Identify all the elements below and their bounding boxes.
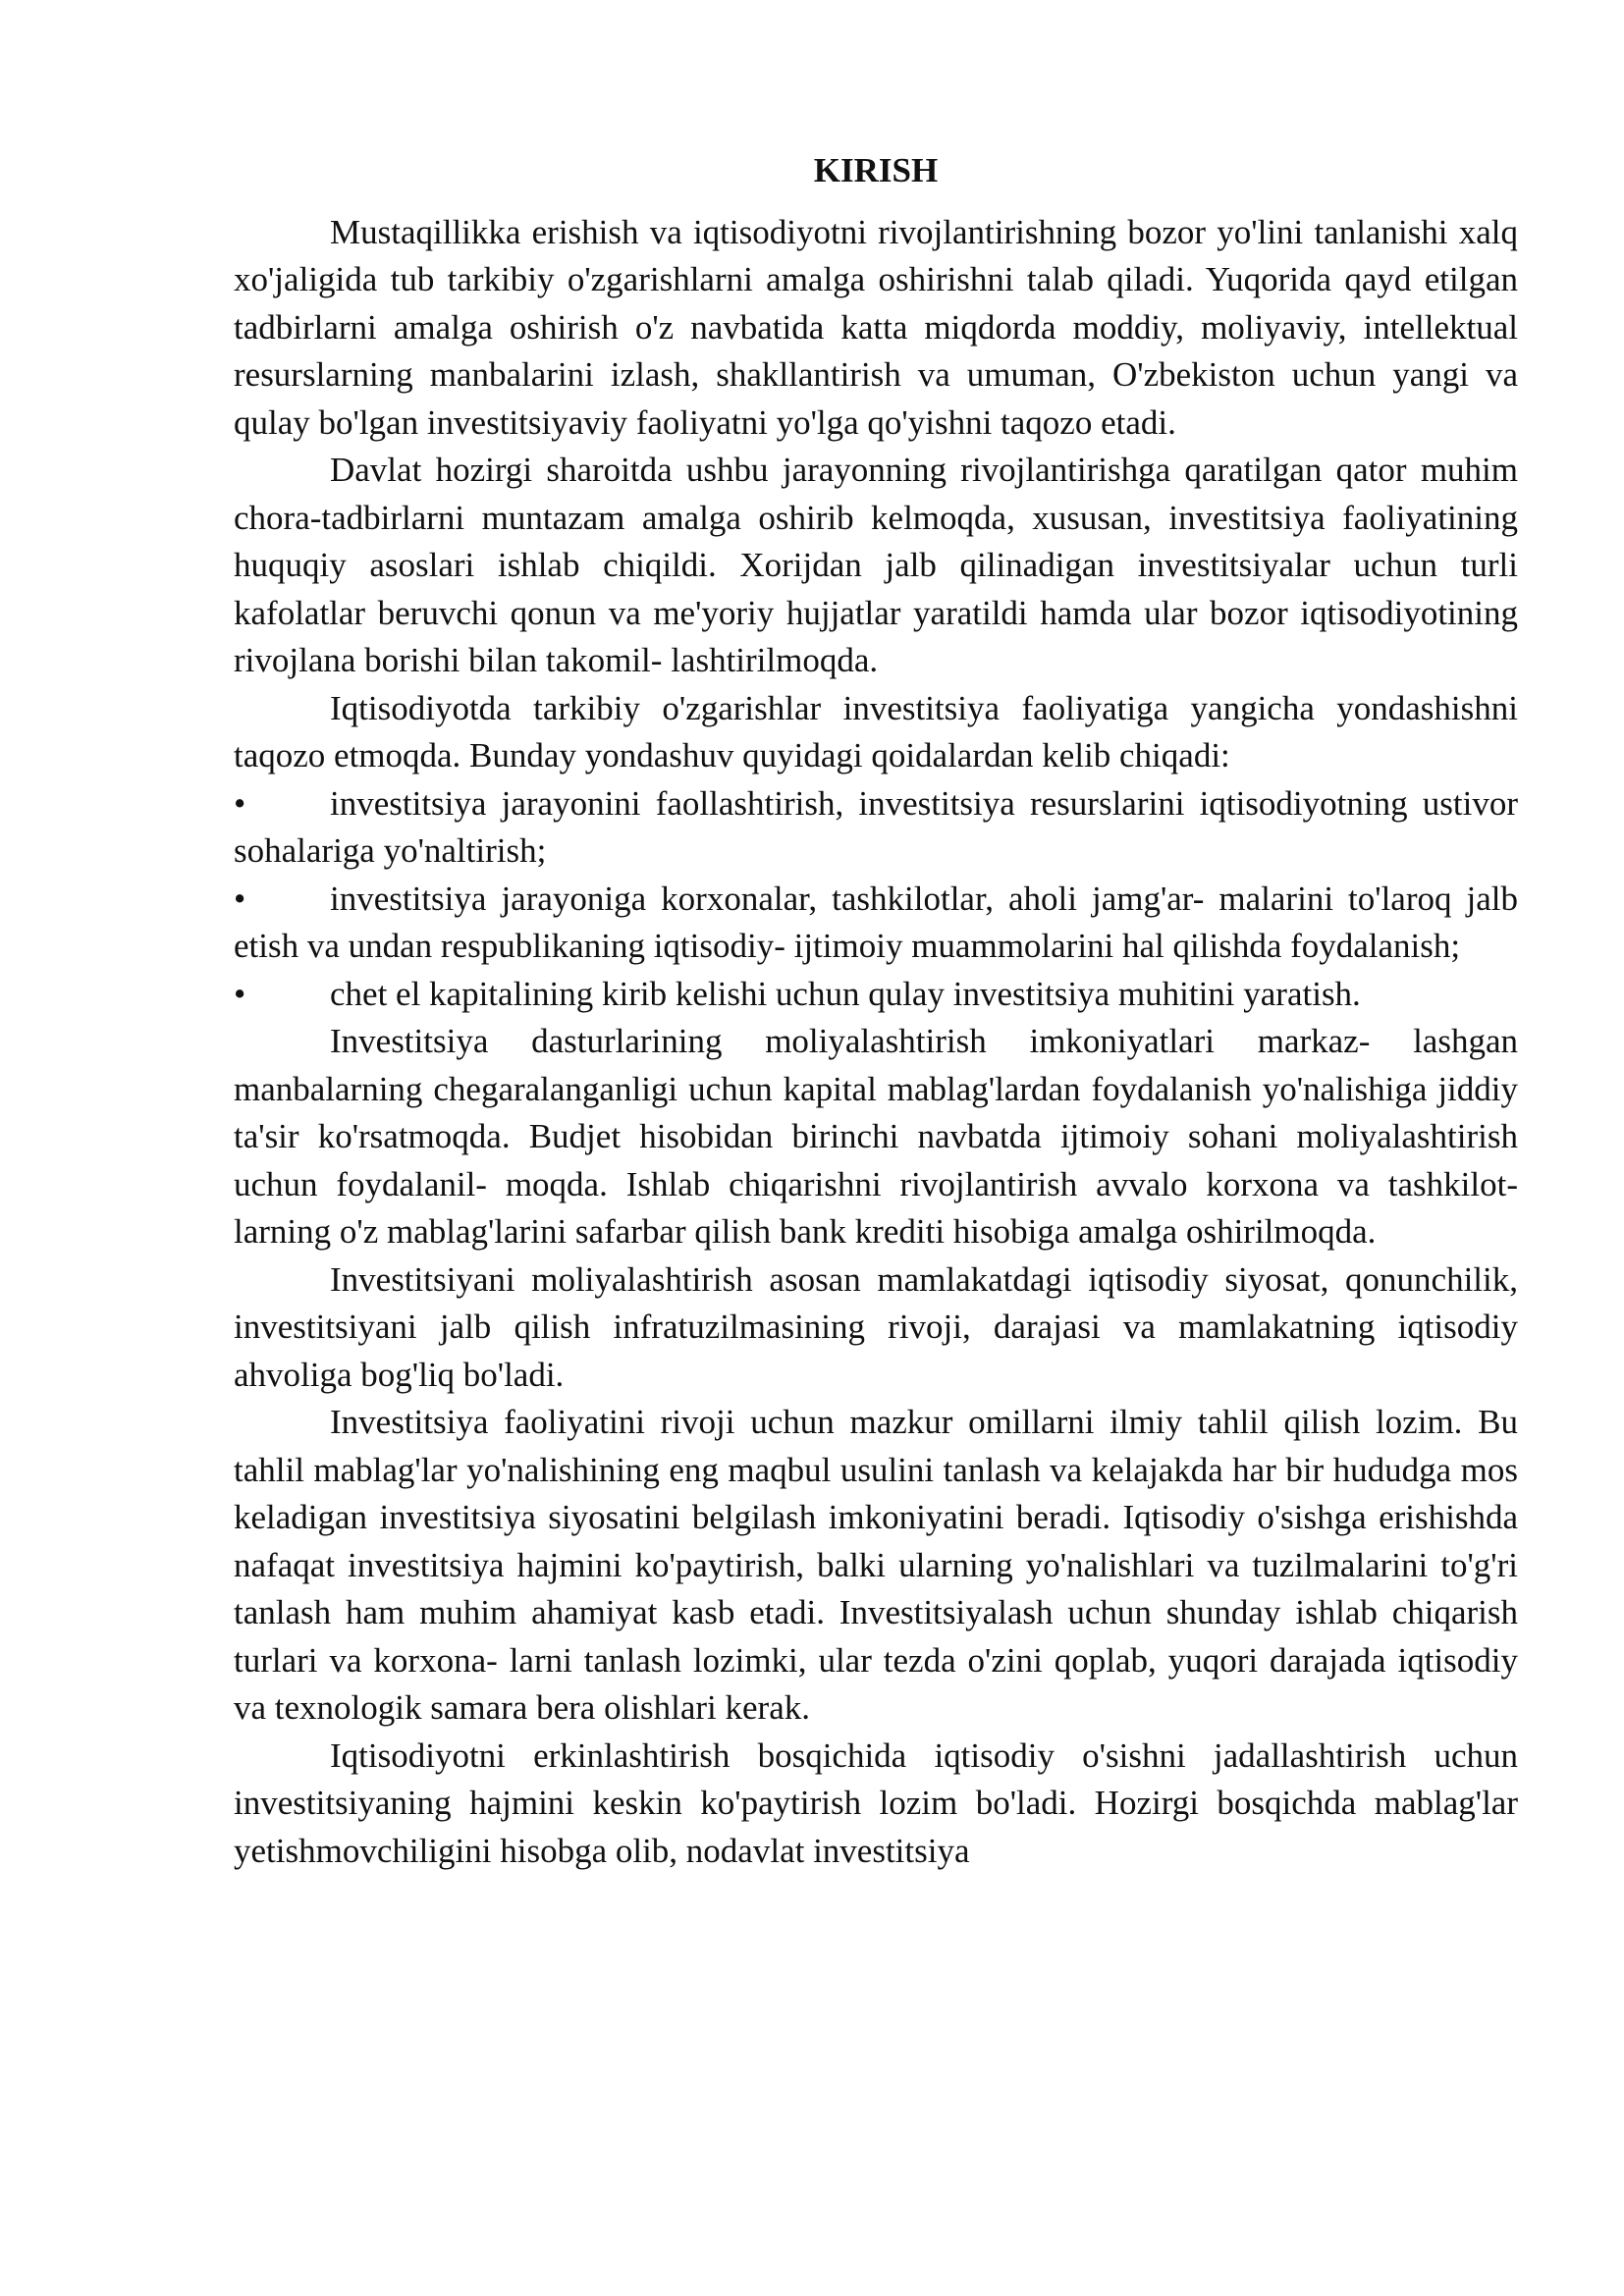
bullet-marker: • xyxy=(234,879,246,918)
bullet-item-1 xyxy=(234,780,1518,876)
bullet-marker: • xyxy=(234,783,246,823)
bullet-marker: • xyxy=(234,974,246,1013)
document-page xyxy=(234,147,1518,1875)
bullet-text: chet el kapitalining kirib kelishi uchun qulay investitsiya muhitini yaratish. xyxy=(330,974,1361,1013)
bullet-text: investitsiya jarayonini faollashtirish, investitsiya resurslarini iqtisodiyotning ustivor sohalariga yo'naltirish; xyxy=(234,783,1518,870)
paragraph-6: Investitsiya faoliyatini rivoji uchun mazkur omillarni ilmiy tahlil qilish lozim. Bu tahlil mablag'lar yo'nalishining eng maqbul usulini tanlash va kelajakda har bir hududga mos keladigan investitsiya siyosatini belgilash imkoniyatini beradi. Iqtisodiy o'sishga erishishda nafaqat investitsiya hajmini ko'paytirish, balki ularning yo'nalishlari va tuzilmalarini to'g'ri tanlash ham muhim ahamiyat kasb etadi. Investitsiyalash uchun shunday ishlab chiqarish turlari va korxona- larni tanlash lozimki, ular tezda o'zini qoplab, yuqori darajada iqtisodiy va texnologik samara bera olishlari kerak. xyxy=(234,1403,1518,1727)
paragraph-2: Davlat hozirgi sharoitda ushbu jarayonning rivojlantirishga qaratilgan qator muhim chora-tadbirlarni muntazam amalga oshirib kelmoqda, xususan, investitsiya faoliyatining huquqiy asoslari ishlab chiqildi. Xorijdan jalb qilinadigan investitsiyalar uchun turli kafolatlar beruvchi qonun va me'yoriy hujjatlar yaratildi hamda ular bozor iqtisodiyotining rivojlana borishi bilan takomil- lashtirilmoqda. xyxy=(234,451,1518,679)
bullet-text: investitsiya jarayoniga korxonalar, tashkilotlar, aholi jamg'ar- malarini to'laroq jalb etish va undan respublikaning iqtisodiy- ijtimoiy muammolarini hal qilishda foydalanish; xyxy=(234,879,1518,965)
document-title: KIRISH xyxy=(813,151,939,189)
paragraph-4: Investitsiya dasturlarining moliyalashtirish imkoniyatlari markaz- lashgan manbalarning chegaralanganligi uchun kapital mablag'lardan foydalanish yo'nalishiga jiddiy ta'sir ko'rsatmoqda. Budjet hisobidan birinchi navbatda ijtimoiy sohani moliyalashtirish uchun foydalanil- moqda. Ishlab chiqarishni rivojlantirish avvalo korxona va tashkilot- larning o'z mablag'larini safarbar qilish bank krediti hisobiga amalga oshirilmoqda. xyxy=(234,1022,1518,1251)
bullet-item-2 xyxy=(234,876,1518,971)
paragraph-1: Mustaqillikka erishish va iqtisodiyotni rivojlantirishning bozor yo'lini tanlanishi xalq xo'jaligida tub tarkibiy o'zgarishlarni amalga oshirishni talab qiladi. Yuqorida qayd etilgan tadbirlarni amalga oshirish o'z navbatida katta miqdorda moddiy, moliyaviy, intellektual resurslarning manbalarini izlash, shakllantirish va umuman, O'zbekiston uchun yangi va qulay bo'lgan investitsiyaviy faoliyatni yo'lga qo'yishni taqozo etadi. xyxy=(234,212,1518,442)
bullet-item-3 xyxy=(234,971,1518,1019)
paragraph-5: Investitsiyani moliyalashtirish asosan mamlakatdagi iqtisodiy siyosat, qonunchilik, investitsiyani jalb qilish infratuzilmasining rivoji, darajasi va mamlakatning iqtisodiy ahvoliga bog'liq bo'ladi. xyxy=(234,1259,1518,1394)
paragraph-3: Iqtisodiyotda tarkibiy o'zgarishlar investitsiya faoliyatiga yangicha yondashishni taqozo etmoqda. Bunday yondashuv quyidagi qoidalardan kelib chiqadi: xyxy=(234,688,1518,774)
paragraph-7: Iqtisodiyotni erkinlashtirish bosqichida iqtisodiy o'sishni jadallashtirish uchun investitsiyaning hajmini keskin ko'paytirish lozim bo'ladi. Hozirgi bosqichda mablag'lar yetishmovchiligini hisobga olib, nodavlat investitsiya xyxy=(234,1735,1518,1870)
